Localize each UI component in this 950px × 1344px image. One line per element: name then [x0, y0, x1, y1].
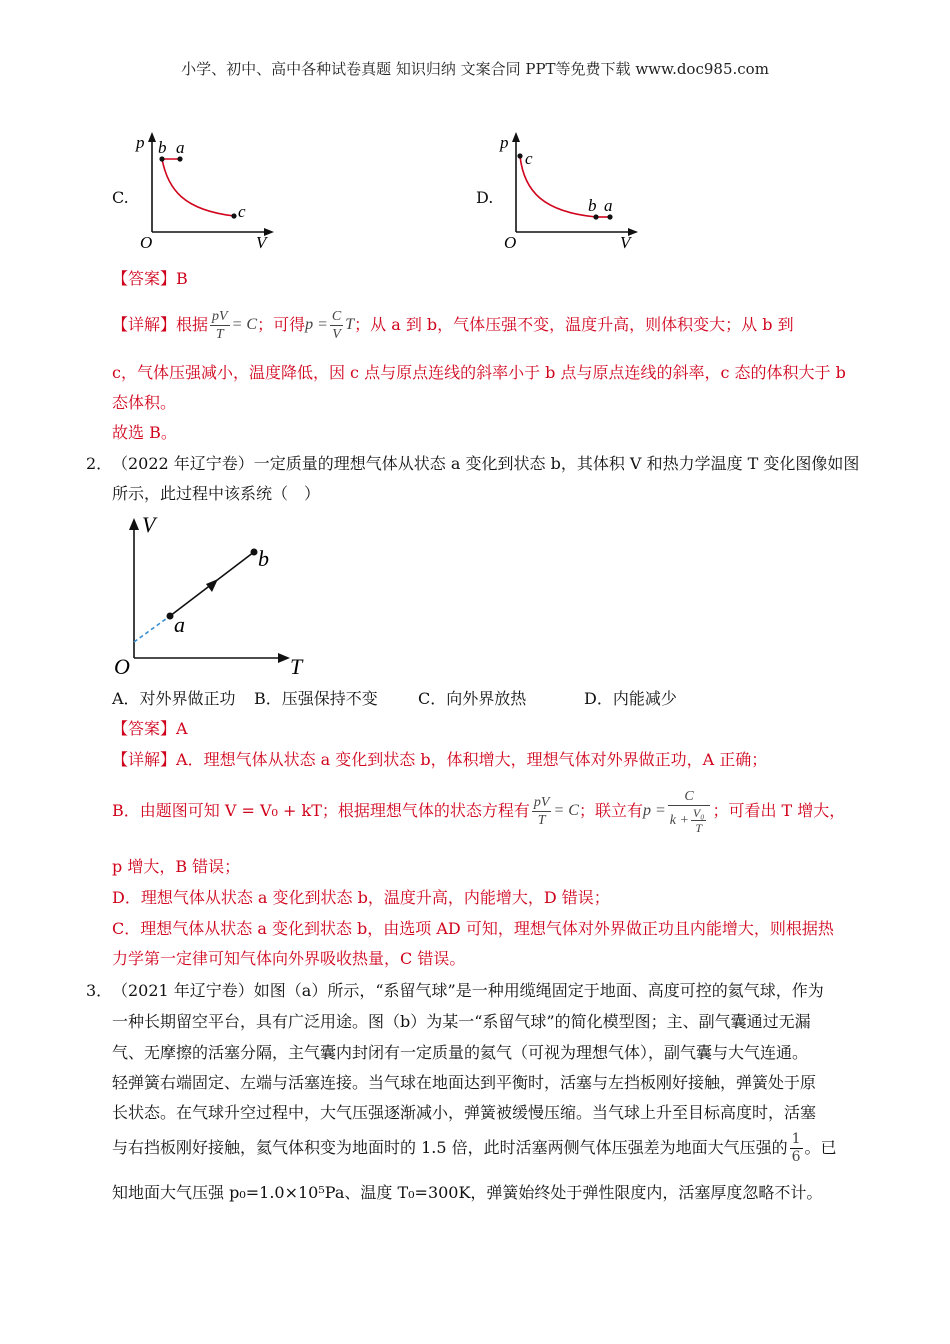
q2-answer: 【答案】A: [112, 719, 188, 738]
point-a: [177, 156, 182, 161]
p-axis-arrow: [148, 132, 156, 142]
q2-option-a: A．对外界做正功: [112, 689, 236, 708]
q2-option-c: C．向外界放热: [418, 689, 527, 708]
label-o: O: [114, 654, 130, 679]
label-v: V: [620, 233, 631, 250]
label-a: a: [604, 196, 613, 215]
label-c: c: [238, 202, 246, 221]
q1-answer: 【答案】B: [112, 269, 188, 288]
p-axis-arrow: [512, 132, 520, 142]
label-o: O: [504, 233, 517, 250]
graph-option-c: [128, 128, 288, 250]
label-c: c: [525, 149, 533, 168]
q1-detail-line2: c，气体压强减小，温度降低，因 c 点与原点连线的斜率小于 b 点与原点连线的斜率，c 态的体积大于 b: [112, 363, 846, 382]
direction-arrow: [206, 579, 218, 592]
label-p: p: [136, 133, 145, 152]
curve-bc: [162, 159, 234, 216]
point-c: [231, 213, 236, 218]
q3-line6: 与右挡板刚好接触，氦气体积变为地面时的 1.5 倍，此时活塞两侧气体压强差为地面大气压强的 $\frac{1}{6}$ 。已: [112, 1130, 837, 1165]
point-a: [167, 613, 174, 620]
v-axis-arrow: [129, 518, 139, 530]
fraction-one-sixth: $\frac{1}{6}$: [791, 1130, 801, 1165]
detail-tag: 【详解】: [112, 315, 177, 334]
q3-line7: 知地面大气压强 p₀=1.0×10⁵Pa、温度 T₀=300K，弹簧始终处于弹性限度内，活塞厚度忽略不计。: [112, 1183, 823, 1202]
point-c: [517, 153, 522, 158]
q2-detail-b-cont: p 增大，B 错误；: [112, 857, 241, 876]
label-t: T: [290, 654, 303, 679]
q2-option-b: B．压强保持不变: [254, 689, 378, 708]
fraction-p-expression: C k + $\frac{\text{V₀}}{T}$: [668, 788, 711, 835]
fraction-pv-t: $\frac{pV}{T}$: [212, 308, 228, 342]
label-v: V: [142, 512, 156, 537]
t-axis-arrow: [278, 653, 290, 663]
q3-line4: 轻弹簧右端固定、左端与活塞连接。当气球在地面达到平衡时，活塞与左挡板刚好接触，弹簧处于原: [112, 1073, 817, 1092]
q2-number: 2．: [86, 454, 113, 473]
graph-v-t: [108, 512, 308, 680]
q2-stem-line2: 所示，此过程中该系统（ ）: [112, 484, 321, 503]
label-a: a: [176, 138, 185, 157]
option-c-label: C.: [112, 188, 129, 207]
q1-detail-line3: 态体积。: [112, 393, 177, 412]
label-p: p: [500, 133, 509, 152]
point-b: [251, 549, 258, 556]
q3-line5: 长状态。在气球升空过程中，大气压强逐渐减小，弹簧被缓慢压缩。当气球上升至目标高度时，活塞: [112, 1103, 817, 1122]
point-b: [159, 156, 164, 161]
q2-detail-d: D．理想气体从状态 a 变化到状态 b，温度升高，内能增大，D 错误；: [112, 888, 610, 907]
graph-option-d: [492, 128, 652, 250]
q2-detail-b: B．由题图可知 V = V₀ + kT；根据理想气体的状态方程有 $\frac{pV}{T}$ = C ；联立有 p = C k + $\frac{\text{V₀}}{T}$ ；可看出 T 增大，: [112, 788, 846, 835]
point-a: [607, 214, 612, 219]
q3-number: 3．: [86, 981, 113, 1000]
label-b: b: [158, 138, 167, 157]
q2-detail-c-line1: C．理想气体从状态 a 变化到状态 b，由选项 AD 可知，理想气体对外界做正功且内能增大，则根据热: [112, 919, 834, 938]
q2-stem-line1: （2022 年辽宁卷）一定质量的理想气体从状态 a 变化到状态 b，其体积 V 和热力学温度 T 变化图像如图: [112, 454, 860, 473]
label-b: b: [258, 546, 269, 571]
fraction-pv-t: $\frac{pV}{T}$: [533, 794, 550, 828]
extension-dashed-line: [134, 616, 170, 642]
label-b: b: [588, 196, 597, 215]
label-o: O: [140, 233, 153, 250]
label-v: V: [256, 233, 267, 250]
fraction-c-v: $\frac{C}{V}$: [331, 308, 342, 342]
q1-detail-line1: 【详解】 根据 $\frac{pV}{T}$ = C ；可得 p = $\frac{C}{V}$ T ；从 a 到 b，气体压强不变，温度升高，则体积变大；从 b 到: [112, 308, 794, 342]
q3-line2: 一种长期留空平台，具有广泛用途。图（b）为某一“系留气球”的简化模型图；主、副气囊通过无漏: [112, 1012, 811, 1031]
point-b: [593, 214, 598, 219]
q1-detail-line4: 故选 B。: [112, 423, 177, 442]
page-header: 小学、初中、高中各种试卷真题 知识归纳 文案合同 PPT等免费下载 www.doc985.com: [181, 60, 769, 78]
q2-detail-a: 【详解】A．理想气体从状态 a 变化到状态 b，体积增大，理想气体对外界做正功，A 正确；: [112, 750, 768, 769]
q2-option-d: D．内能减少: [584, 689, 677, 708]
detail-text: 根据: [176, 315, 209, 334]
q2-detail-c-line2: 力学第一定律可知气体向外界吸收热量，C 错误。: [112, 949, 466, 968]
q3-line3: 气、无摩擦的活塞分隔，主气囊内封闭有一定质量的氦气（可视为理想气体），副气囊与大气连通。: [112, 1043, 809, 1062]
label-a: a: [174, 612, 185, 637]
q3-line1: （2021 年辽宁卷）如图（a）所示，“系留气球”是一种用缆绳固定于地面、高度可控的氦气球，作为: [112, 981, 824, 1000]
option-d-label: D.: [476, 188, 494, 207]
